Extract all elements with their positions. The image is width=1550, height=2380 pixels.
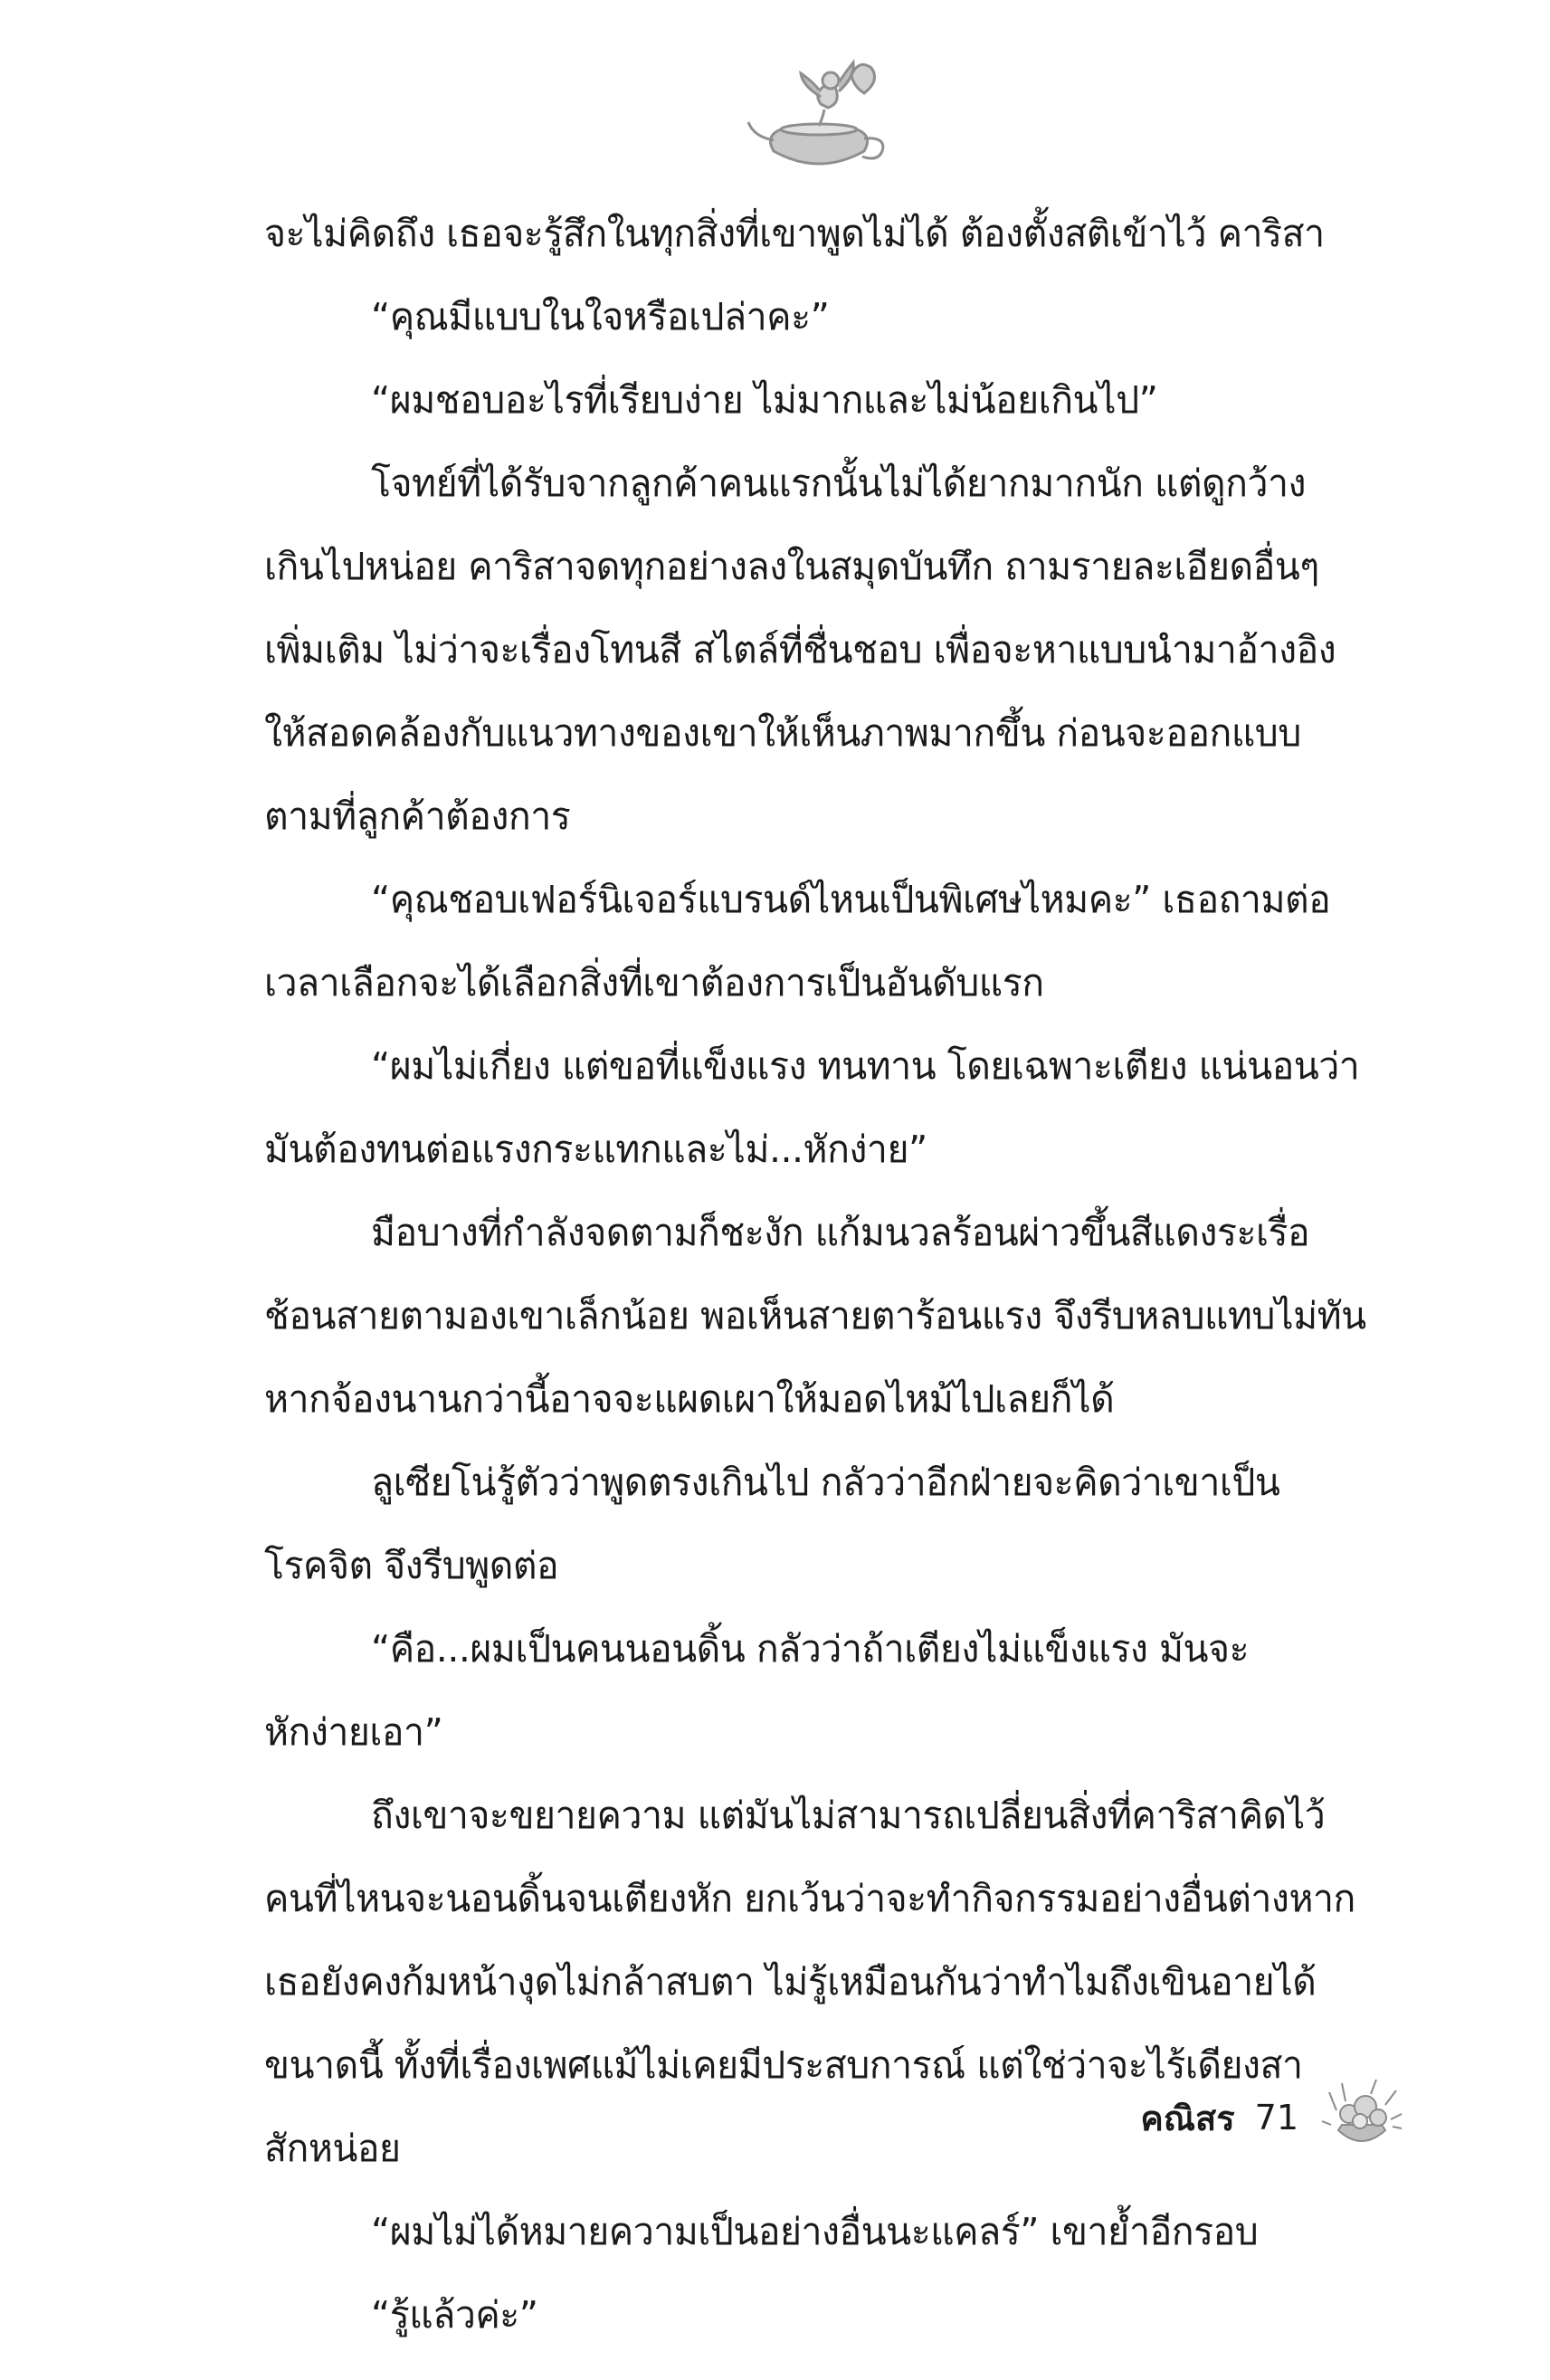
- text-line: “ผมไม่เกี่ยง แต่ขอที่แข็งแรง ทนทาน โดยเฉพาะเตียง แน่นอนว่า: [371, 1044, 1360, 1088]
- text-line: เวลาเลือกจะได้เลือกสิ่งที่เขาต้องการเป็นอันดับแรก: [264, 961, 1044, 1004]
- text-line: ช้อนสายตามองเขาเล็กน้อย พอเห็นสายตาร้อนแรง จึงรีบหลบแทบไม่ทัน: [264, 1294, 1366, 1338]
- text-line: ลูเซียโน่รู้ตัวว่าพูดตรงเกินไป กลัวว่าอีกฝ่ายจะคิดว่าเขาเป็น: [371, 1461, 1280, 1504]
- text-line: ขนาดนี้ ทั้งที่เรื่องเพศแม้ไม่เคยมีประสบการณ์ แต่ใช่ว่าจะไร้เดียงสา: [264, 2043, 1303, 2087]
- text-line: คนที่ไหนจะนอนดิ้นจนเตียงหัก ยกเว้นว่าจะทำกิจกรรมอย่างอื่นต่างหาก: [264, 1877, 1355, 1920]
- body-text: [264, 212, 1386, 2380]
- text-line: เธอยังคงก้มหน้างุดไม่กล้าสบตา ไม่รู้เหมือนกันว่าทำไมถึงเขินอายได้: [264, 1960, 1317, 2004]
- text-line: “คุณชอบเฟอร์นิเจอร์แบรนด์ไหนเป็นพิเศษไหมคะ” เธอถามต่อ: [371, 878, 1331, 921]
- text-line: จะไม่คิดถึง เธอจะรู้สึกในทุกสิ่งที่เขาพูดไม่ได้ ต้องตั้งสติเข้าไว้ คาริสา: [264, 212, 1325, 255]
- page-footer: [1140, 2072, 1405, 2163]
- text-line: “ผมชอบอะไรที่เรียบง่าย ไม่มากและไม่น้อยเกินไป”: [371, 378, 1158, 422]
- text-line: ถึงเขาจะขยายความ แต่มันไม่สามารถเปลี่ยนสิ่งที่คาริสาคิดไว้: [371, 1794, 1326, 1837]
- text-line: “ผมไม่ได้หมายความเป็นอย่างอื่นนะแคลร์” เขาย้ำอีกรอบ: [371, 2210, 1259, 2253]
- text-line: “รู้แล้วค่ะ”: [371, 2293, 538, 2337]
- text-line: มันต้องทนต่อแรงกระแทกและไม่...หักง่าย”: [264, 1128, 927, 1171]
- text-line: โจทย์ที่ได้รับจากลูกค้าคนแรกนั้นไม่ได้ยากมากนัก แต่ดูกว้าง: [371, 462, 1307, 505]
- page-number: 71: [1254, 2098, 1298, 2137]
- flower-basket-icon: [1318, 2074, 1405, 2161]
- text-line: หากจ้องนานกว่านี้อาจจะแผดเผาให้มอดไหม้ไปเลยก็ได้: [264, 1377, 1115, 1421]
- text-line: เพิ่มเติม ไม่ว่าจะเรื่องโทนสี สไตล์ที่ชื่นชอบ เพื่อจะหาแบบนำมาอ้างอิง: [264, 628, 1336, 671]
- text-line: โรคจิต จึงรีบพูดต่อ: [264, 1544, 559, 1587]
- text-line: สักหน่อย: [264, 2127, 401, 2170]
- cupid-teapot-icon: [737, 50, 900, 186]
- author-name: คณิสร: [1140, 2098, 1235, 2138]
- text-line: หักง่ายเอา”: [264, 1710, 443, 1754]
- text-line: มือบางที่กำลังจดตามก็ชะงัก แก้มนวลร้อนผ่าวขึ้นสีแดงระเรื่อ: [371, 1211, 1310, 1254]
- text-line: เกินไปหน่อย คาริสาจดทุกอย่างลงในสมุดบันทึก ถามรายละเอียดอื่นๆ: [264, 545, 1319, 588]
- text-line: “คุณมีแบบในใจหรือเปล่าคะ”: [371, 295, 830, 338]
- text-line: “คือ...ผมเป็นคนนอนดิ้น กลัวว่าถ้าเตียงไม่แข็งแรง มันจะ: [371, 1627, 1250, 1671]
- text-line: ให้สอดคล้องกับแนวทางของเขาให้เห็นภาพมากขึ้น ก่อนจะออกแบบ: [264, 711, 1301, 755]
- text-line: ตามที่ลูกค้าต้องการ: [264, 795, 571, 838]
